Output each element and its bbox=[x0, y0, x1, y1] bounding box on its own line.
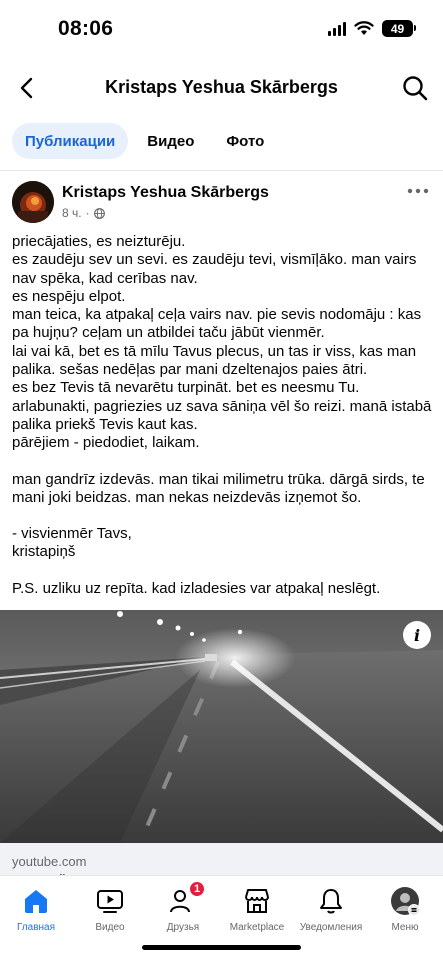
friends-icon bbox=[168, 883, 201, 916]
video-frame-image bbox=[0, 610, 443, 843]
battery-icon: 49 bbox=[382, 20, 413, 37]
link-domain: youtube.com bbox=[12, 854, 87, 869]
nav-video[interactable] bbox=[70, 886, 150, 933]
wifi-icon bbox=[354, 21, 374, 36]
friends-badge: 1 bbox=[188, 880, 206, 898]
post-line: P.S. uzliku uz repīta. kad izladesies var atpakaļ neslēgt. bbox=[12, 579, 381, 597]
post-line: priecājaties, es neizturēju. bbox=[12, 233, 186, 250]
post-line: es zaudēju sev un sevi. es zaudēju tevi, vismīļāko. man vairs nav spēka, kad cerības nav. bbox=[12, 251, 417, 287]
post-line: es nespēju elpot. bbox=[12, 287, 126, 305]
search-icon[interactable] bbox=[401, 74, 429, 102]
profile-tabs bbox=[12, 123, 277, 159]
globe-icon bbox=[94, 208, 105, 219]
nav-home[interactable] bbox=[0, 886, 76, 933]
status-bar bbox=[0, 0, 443, 58]
cellular-signal-icon bbox=[328, 22, 346, 36]
nav-label: Друзья bbox=[166, 922, 200, 933]
post-line: man teica, ka atpakaļ ceļa vairs nav. pie sevis nodomāju : kas pa hujņu? ceļam un atbildei taču jābūt vienmēr. bbox=[12, 306, 422, 342]
post-line: arlabunakti, pagriezies uz sava sāniņa vēl šo reizi. manā istabā palika priekš Tevis kaut kas. bbox=[12, 397, 432, 433]
nav-label: Видео bbox=[95, 922, 125, 933]
nav-marketplace[interactable] bbox=[217, 886, 297, 933]
author-avatar[interactable] bbox=[12, 181, 54, 223]
video-icon bbox=[95, 886, 125, 916]
nav-notifications[interactable] bbox=[291, 886, 371, 933]
page-title: Kristaps Yeshua Skārbergs bbox=[105, 77, 338, 97]
nav-label: Уведомления bbox=[299, 922, 363, 933]
nav-label: Marketplace bbox=[229, 922, 285, 933]
nav-menu[interactable] bbox=[365, 886, 443, 933]
post-line: kristapiņš bbox=[12, 543, 76, 561]
tab-posts[interactable]: Публикации bbox=[12, 123, 128, 159]
post-line: lai vai kā, bet es tā mīlu Tavus plecus, un tas ir viss, kas man palika. sešas nedēļas par mani dzeltenajos paies ātri. bbox=[12, 342, 417, 379]
marketplace-icon bbox=[242, 886, 272, 916]
post-time: 8 ч. bbox=[62, 206, 82, 220]
tab-photos[interactable]: Фото bbox=[226, 132, 265, 150]
post-text bbox=[12, 233, 434, 598]
more-options-icon[interactable] bbox=[407, 186, 429, 196]
post-meta bbox=[62, 206, 105, 220]
home-icon bbox=[21, 886, 51, 916]
meta-separator: · bbox=[85, 206, 90, 220]
status-icons bbox=[328, 20, 413, 37]
post-line: pārējiem - piedodiet, laikam. bbox=[12, 434, 200, 452]
tab-videos[interactable]: Видео bbox=[147, 132, 195, 150]
video-thumbnail[interactable] bbox=[0, 610, 443, 843]
post-line: - visvienmēr Tavs, bbox=[12, 525, 132, 543]
post-line: es bez Tevis tā nevarētu turpināt. bet es neesmu Tu. bbox=[12, 379, 360, 397]
nav-label: Главная bbox=[16, 922, 56, 933]
post-line: man gandrīz izdevās. man tikai milimetru trūka. dārgā sirds, te mani joki beidzas. man nekas neizdevās izņemot šo. bbox=[12, 470, 425, 506]
status-time: 08:06 bbox=[58, 17, 114, 40]
header-divider bbox=[0, 170, 443, 171]
home-indicator bbox=[142, 945, 301, 950]
nav-friends[interactable] bbox=[143, 883, 223, 933]
bell-icon bbox=[316, 886, 346, 916]
profile-header bbox=[0, 60, 443, 116]
menu-avatar-icon bbox=[390, 886, 420, 916]
info-icon[interactable]: i bbox=[403, 621, 431, 649]
post-author-name[interactable]: Kristaps Yeshua Skārbergs bbox=[62, 184, 269, 201]
nav-label: Меню bbox=[391, 922, 419, 933]
